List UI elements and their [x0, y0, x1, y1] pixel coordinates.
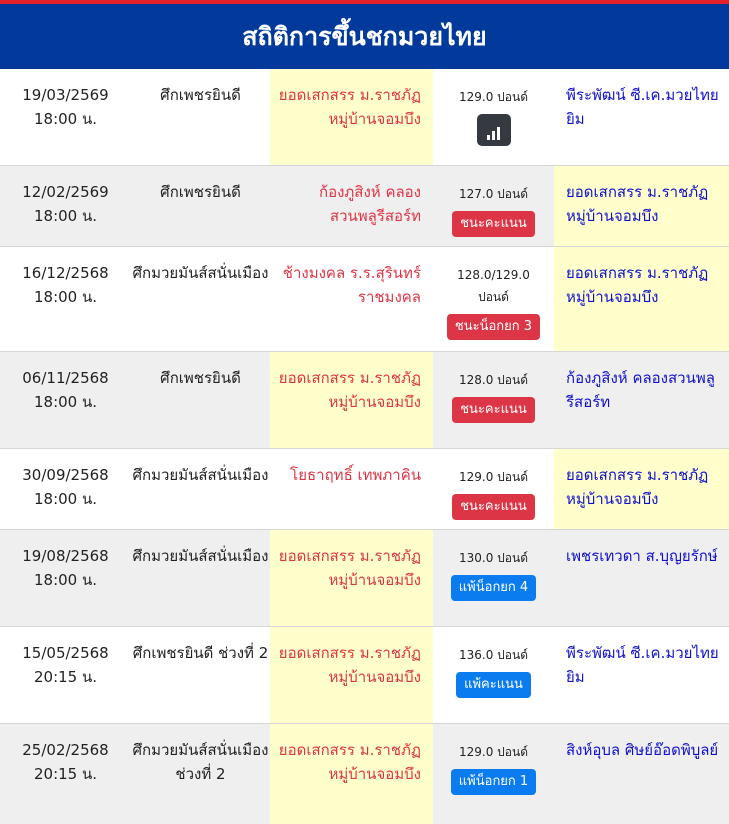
- weight-cell: [433, 352, 554, 448]
- fight-date-cell: [0, 530, 131, 626]
- weight-cell: [433, 69, 554, 165]
- red-corner-fighter[interactable]: ยอดเสกสรร ม.ราชภัฏหมู่บ้านจอมบึง: [270, 530, 433, 626]
- weight-cell: [433, 449, 554, 529]
- page-header: [0, 4, 729, 69]
- weight-cell: [433, 724, 554, 824]
- fight-time: 18:00 น.: [33, 490, 98, 508]
- opponent-fighter[interactable]: ยอดเสกสรร ม.ราชภัฏหมู่บ้านจอมบึง: [554, 247, 729, 351]
- red-corner-fighter[interactable]: ยอดเสกสรร ม.ราชภัฏหมู่บ้านจอมบึง: [270, 69, 433, 165]
- event-name: ศึกเพชรยินดี: [160, 183, 241, 201]
- weight: 129.0 ปอนด์: [459, 90, 528, 104]
- fight-time: 20:15 น.: [33, 668, 98, 686]
- result-badge: แพ้น็อกยก 1: [451, 769, 536, 795]
- fight-row: [0, 247, 729, 352]
- fight-date-cell: [0, 449, 131, 529]
- fight-row: [0, 449, 729, 530]
- opponent-fighter[interactable]: พีระพัฒน์ ซี.เค.มวยไทยยิม: [566, 644, 719, 686]
- result-badge: ชนะน็อกยก 3: [447, 314, 540, 340]
- fight-time: 20:15 น.: [33, 765, 98, 783]
- fight-row: [0, 166, 729, 247]
- weight: 128.0/129.0 ปอนด์: [457, 268, 530, 304]
- result-badge: แพ้คะแนน: [456, 672, 531, 698]
- fight-date: 25/02/2568: [22, 741, 109, 759]
- weight-cell: [433, 627, 554, 723]
- result-badge: ชนะคะแนน: [452, 494, 535, 520]
- red-corner-fighter[interactable]: ยอดเสกสรร ม.ราชภัฏหมู่บ้านจอมบึง: [270, 627, 433, 723]
- opponent-fighter[interactable]: เพชรเทวดา ส.บุญยรักษ์: [566, 547, 718, 565]
- opponent-fighter[interactable]: ยอดเสกสรร ม.ราชภัฏหมู่บ้านจอมบึง: [554, 166, 729, 246]
- fight-date-cell: [0, 247, 131, 351]
- fight-date-cell: [0, 627, 131, 723]
- weight-cell: [433, 530, 554, 626]
- page-title: สถิติการขึ้นชกมวยไทย: [242, 21, 487, 51]
- fight-row: [0, 530, 729, 627]
- red-corner-fighter[interactable]: ช้างมงคล ร.ร.สุรินทร์ราชมงคล: [282, 264, 421, 306]
- fight-row: [0, 724, 729, 824]
- fight-time: 18:00 น.: [33, 571, 98, 589]
- fight-table: [0, 69, 729, 824]
- weight: 129.0 ปอนด์: [459, 470, 528, 484]
- fight-row: [0, 627, 729, 724]
- fight-date: 16/12/2568: [22, 264, 109, 282]
- weight: 128.0 ปอนด์: [459, 373, 528, 387]
- result-badge: ชนะคะแนน: [452, 211, 535, 237]
- fight-date: 12/02/2569: [22, 183, 109, 201]
- opponent-fighter[interactable]: ก้องภูสิงห์ คลองสวนพลูรีสอร์ท: [566, 369, 715, 411]
- fight-date: 15/05/2568: [22, 644, 109, 662]
- event-name: ศึกมวยมันส์สนั่นเมือง: [132, 547, 269, 565]
- event-name: ศึกเพชรยินดี: [160, 369, 241, 387]
- weight: 130.0 ปอนด์: [459, 551, 528, 565]
- fight-time: 18:00 น.: [33, 110, 98, 128]
- fight-date: 06/11/2568: [22, 369, 109, 387]
- fight-date-cell: [0, 724, 131, 824]
- red-corner-fighter[interactable]: ก้องภูสิงห์ คลองสวนพลูรีสอร์ท: [319, 183, 421, 225]
- fight-time: 18:00 น.: [33, 393, 98, 411]
- opponent-fighter[interactable]: ยอดเสกสรร ม.ราชภัฏหมู่บ้านจอมบึง: [554, 449, 729, 529]
- event-name: ศึกมวยมันส์สนั่นเมือง ช่วงที่ 2: [132, 741, 269, 783]
- red-corner-fighter[interactable]: โยธาฤทธิ์ เทพภาคิน: [290, 466, 421, 484]
- result-badge: ชนะคะแนน: [452, 397, 535, 423]
- event-name: ศึกเพชรยินดี: [160, 86, 241, 104]
- fight-date-cell: [0, 352, 131, 448]
- fight-date-cell: [0, 69, 131, 165]
- fight-date: 30/09/2568: [22, 466, 109, 484]
- red-corner-fighter[interactable]: ยอดเสกสรร ม.ราชภัฏหมู่บ้านจอมบึง: [270, 352, 433, 448]
- opponent-fighter[interactable]: พีระพัฒน์ ซี.เค.มวยไทยยิม: [566, 86, 719, 128]
- fight-row: [0, 352, 729, 449]
- weight: 136.0 ปอนด์: [459, 648, 528, 662]
- fight-time: 18:00 น.: [33, 207, 98, 225]
- fight-time: 18:00 น.: [33, 288, 98, 306]
- fight-date: 19/08/2568: [22, 547, 109, 565]
- stats-chart-icon[interactable]: [477, 114, 511, 146]
- weight-cell: [433, 247, 554, 351]
- fight-date-cell: [0, 166, 131, 246]
- event-name: ศึกมวยมันส์สนั่นเมือง: [132, 264, 269, 282]
- fight-date: 19/03/2569: [22, 86, 109, 104]
- opponent-fighter[interactable]: สิงห์อุบล ศิษย์อ๊อดพิบูลย์: [566, 741, 719, 759]
- weight-cell: [433, 166, 554, 246]
- weight: 129.0 ปอนด์: [459, 745, 528, 759]
- result-badge: แพ้น็อกยก 4: [451, 575, 536, 601]
- event-name: ศึกเพชรยินดี ช่วงที่ 2: [132, 644, 269, 662]
- event-name: ศึกมวยมันส์สนั่นเมือง: [132, 466, 269, 484]
- red-corner-fighter[interactable]: ยอดเสกสรร ม.ราชภัฏหมู่บ้านจอมบึง: [270, 724, 433, 824]
- fight-row: [0, 69, 729, 166]
- weight: 127.0 ปอนด์: [459, 187, 528, 201]
